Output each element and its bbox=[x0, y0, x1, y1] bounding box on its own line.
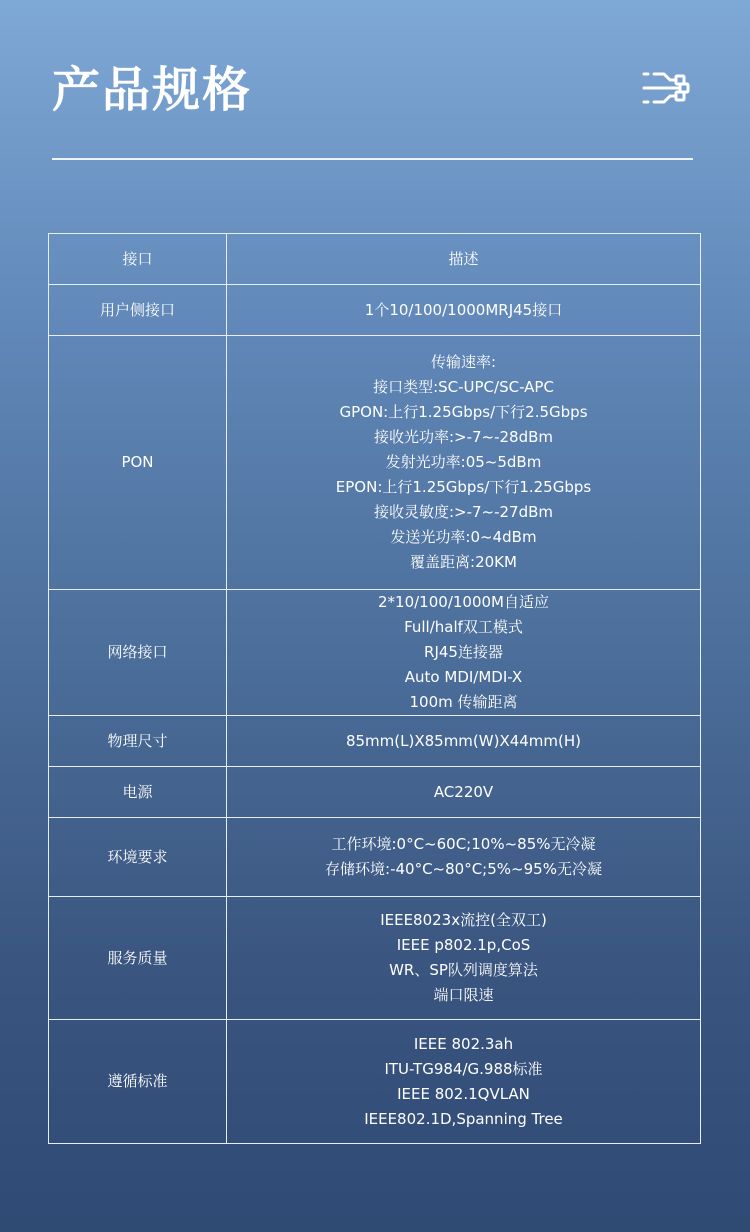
table-row bbox=[49, 767, 701, 818]
desc-line: IEEE 802.3ah bbox=[413, 1034, 514, 1053]
row-desc bbox=[227, 336, 701, 590]
row-label: 物理尺寸 bbox=[49, 716, 227, 767]
row-label: 网络接口 bbox=[49, 590, 227, 716]
row-label: 环境要求 bbox=[49, 818, 227, 897]
page-title: 产品规格 bbox=[52, 62, 253, 118]
row-label: PON bbox=[49, 336, 227, 590]
desc-line: Auto MDI/MDI-X bbox=[404, 668, 523, 686]
desc-line: IEEE p802.1p,CoS bbox=[396, 936, 531, 954]
row-desc bbox=[227, 716, 701, 767]
header-desc-cell: 描述 bbox=[227, 234, 701, 285]
desc-line: AC220V bbox=[433, 782, 494, 801]
table-row bbox=[49, 1020, 701, 1144]
row-desc bbox=[227, 767, 701, 818]
row-desc bbox=[227, 818, 701, 897]
table-row bbox=[49, 716, 701, 767]
row-label: 服务质量 bbox=[49, 897, 227, 1020]
desc-line: 100m 传输距离 bbox=[409, 693, 518, 711]
title-divider bbox=[52, 158, 693, 160]
row-desc bbox=[227, 285, 701, 336]
desc-line: 接收光功率:>-7~-28dBm bbox=[373, 428, 554, 446]
desc-line: 存储环境:-40°C~80°C;5%~95%无冷凝 bbox=[325, 860, 602, 878]
desc-line: 2*10/100/1000M自适应 bbox=[378, 593, 549, 611]
spec-table bbox=[48, 233, 701, 1144]
desc-line: 1个10/100/1000MRJ45接口 bbox=[364, 300, 563, 319]
desc-line: 端口限速 bbox=[433, 986, 494, 1004]
table-row bbox=[49, 897, 701, 1020]
row-label: 遵循标准 bbox=[49, 1020, 227, 1144]
table-row bbox=[49, 285, 701, 336]
desc-line: 覆盖距离:20KM bbox=[410, 553, 517, 571]
desc-line: Full/half双工模式 bbox=[404, 618, 523, 636]
desc-line: 传输速率: bbox=[430, 353, 497, 371]
desc-line: 发送光功率:0~4dBm bbox=[390, 528, 537, 546]
desc-line: 85mm(L)X85mm(W)X44mm(H) bbox=[345, 731, 582, 750]
row-desc bbox=[227, 1020, 701, 1144]
header-label-cell: 接口 bbox=[49, 234, 227, 285]
circuit-icon bbox=[640, 66, 692, 110]
desc-line: IEEE8023x流控(全双工) bbox=[380, 911, 547, 929]
desc-line: RJ45连接器 bbox=[424, 643, 503, 661]
row-desc bbox=[227, 897, 701, 1020]
row-label: 用户侧接口 bbox=[49, 285, 227, 336]
desc-line: 接收灵敏度:>-7~-27dBm bbox=[373, 503, 554, 521]
row-label: 电源 bbox=[49, 767, 227, 818]
desc-line: 工作环境:0°C~60C;10%~85%无冷凝 bbox=[331, 835, 596, 853]
desc-line: IEEE 802.1QVLAN bbox=[397, 1084, 530, 1103]
desc-line: IEEE802.1D,Spanning Tree bbox=[364, 1109, 563, 1128]
table-row bbox=[49, 818, 701, 897]
table-row bbox=[49, 590, 701, 716]
table-header-row bbox=[49, 234, 701, 285]
desc-line: GPON:上行1.25Gbps/下行2.5Gbps bbox=[339, 403, 588, 421]
table-row bbox=[49, 336, 701, 590]
desc-line: 接口类型:SC-UPC/SC-APC bbox=[373, 378, 554, 396]
desc-line: 发射光功率:05~5dBm bbox=[385, 453, 542, 471]
desc-line: WR、SP队列调度算法 bbox=[389, 961, 538, 979]
row-desc bbox=[227, 590, 701, 716]
desc-line: ITU-TG984/G.988标准 bbox=[384, 1059, 543, 1078]
desc-line: EPON:上行1.25Gbps/下行1.25Gbps bbox=[335, 478, 592, 496]
